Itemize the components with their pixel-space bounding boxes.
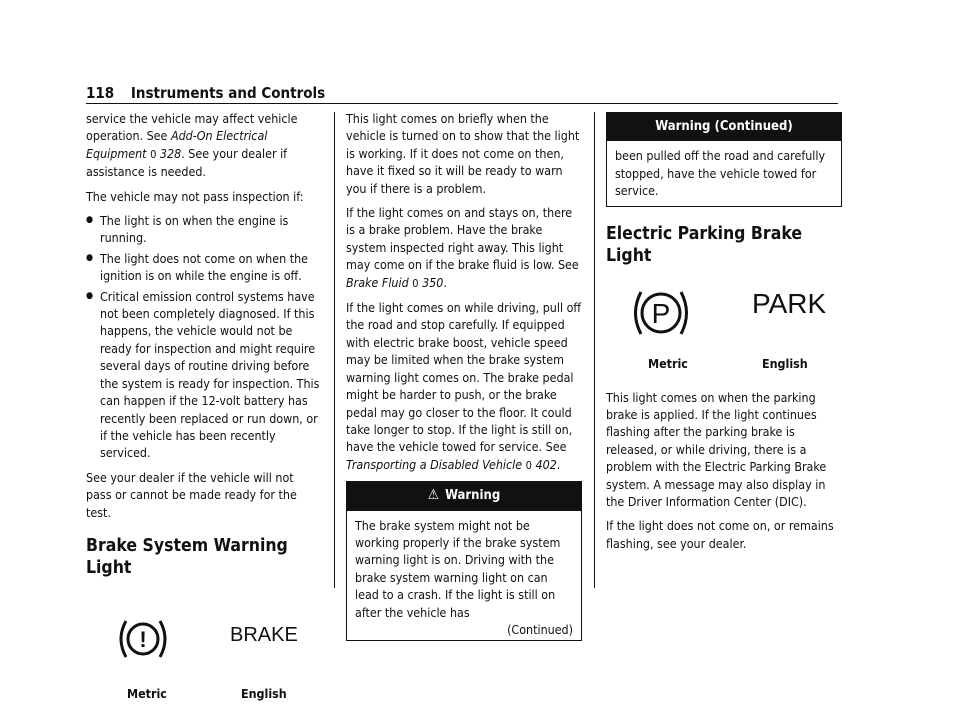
section-heading-parking: Electric Parking Brake Light [606,223,802,266]
metric-caption: Metric [127,685,167,701]
page-reference[interactable]: 328 [159,145,182,161]
page-ref-icon: 0 [150,147,157,161]
brake-light-figure [86,579,322,709]
brake-english-label: BRAKE [230,623,298,646]
warning-header [347,482,581,510]
page-reference[interactable]: 402 [535,456,557,472]
svg-text:P: P [651,297,671,329]
cross-reference[interactable]: Transporting a Disabled Vehicle [346,456,523,472]
page-ref-icon: 0 [525,458,532,472]
paragraph: This light comes on when the parking brake is applied. If the light continues flashing after the parking brake is released, or while driving, there is a problem with the Electric Parking Brake system. A message may also display in the Driver Information Center (DIC). [606,389,827,510]
inspection-list [86,212,322,462]
parking-brake-icon [628,285,694,341]
list-item: ● Critical emission control systems have not been completely diagnosed. If this happens, the vehicle would not be ready for inspection and might require several days of routine driving before the system is ready for inspection. This can happen if the 12-volt battery has recently been replaced or run down, or if the vehicle has been recently serviced. [86,288,322,462]
warning-triangle-icon: ⚠ [427,487,440,504]
list-item: ● The light does not come on when the ignition is on while the engine is off. [86,250,322,285]
warning-box [346,481,582,641]
warning-body: The brake system might not be working properly if the brake system warning light is on. Driving with the brake system warning light on can lead to a crash. If the light is still on after the vehicle has (Continued) [355,517,573,637]
inspection-lead: The vehicle may not pass inspection if: [86,188,304,204]
svg-text:!: ! [139,626,147,652]
column-1 [86,110,322,709]
paragraph: If the light comes on and stays on, there is a brake problem. Have the brake system inspected right away. This light may come on if the brake fluid is low. See Brake Fluid 0 350. [346,205,579,290]
header-rule [86,103,838,104]
column-divider [334,112,335,588]
page-reference[interactable]: 350 [422,274,444,290]
continued-note: (Continued) [507,621,573,637]
page-header [86,84,325,102]
page-ref-icon: 0 [412,276,419,290]
section-heading-brake: Brake System Warning Light [86,535,288,578]
english-caption: English [241,685,287,701]
park-english-label: PARK [752,287,827,319]
warning-title: Warning [445,488,501,504]
paragraph: This light comes on briefly when the vehicle is turned on to show that the light is working. If it does not come on then, have it fixed so it will be ready to warn you if there is a problem. [346,111,580,196]
paragraph: If the light comes on while driving, pull off the road and stop carefully. If equipped with electric brake boost, vehicle speed may be limited when the brake system warning light comes on. The brake pedal might be harder to push, or the brake pedal may go closer to the floor. It could take longer to stop. If the light is still on, have the vehicle towed for service. See Transporting a Disabled Vehicle 0 402. [346,300,582,472]
english-caption: English [762,355,808,371]
paragraph: If the light does not come on, or remains flashing, see your dealer. [606,518,834,551]
column-3 [606,110,842,559]
metric-caption: Metric [648,355,688,371]
warning-header: Warning (Continued) [607,113,841,141]
section-title: Instruments and Controls [130,84,326,102]
column-2 [346,110,582,641]
dealer-note: See your dealer if the vehicle will not pass or cannot be made ready for the test. [86,469,297,520]
page-number: 118 [86,84,115,102]
warning-body: been pulled off the road and carefully stopped, have the vehicle towed for service. [615,148,826,199]
cross-reference[interactable]: Add-On Electrical Equipment [86,128,268,161]
list-item: ● The light is on when the engine is running. [86,212,322,247]
brake-warning-icon [114,615,172,663]
cross-reference[interactable]: Brake Fluid [346,274,409,290]
intro-paragraph: service the vehicle may affect vehicle operation. See Add-On Electrical Equipment 0 328. See your dealer if assistance is needed. [86,111,298,180]
column-divider [594,112,595,588]
parking-light-figure [606,267,842,379]
warning-continued-box [606,112,842,207]
